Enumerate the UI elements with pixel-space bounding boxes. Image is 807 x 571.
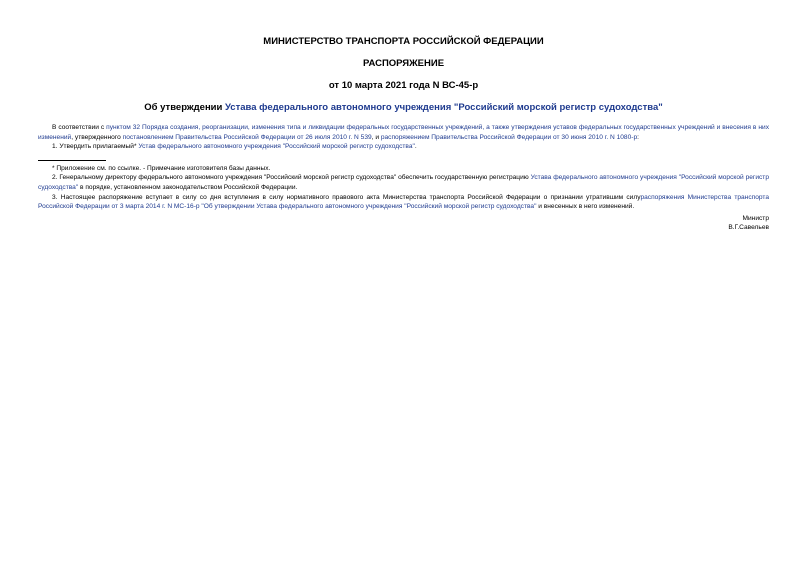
- item-1-text-1: 1. Утвердить прилагаемый*: [52, 143, 139, 151]
- item-3-paragraph: [38, 193, 769, 212]
- preamble-link-resolution[interactable]: постановлением Правительства Российской Федерации от 26 июля 2010 г. N 539: [122, 133, 372, 141]
- item-2-text-2: в порядке, установленном законодательством Российской Федерации.: [78, 183, 298, 191]
- preamble-link-order[interactable]: распоряжением Правительства Российской Федерации от 30 июня 2010 г. N 1080-р: [380, 133, 638, 141]
- item-2-charter-link[interactable]: Устава федерального автономного учреждения "Российский морской регистр судоходства": [38, 174, 769, 191]
- item-1-charter-link[interactable]: Устав федерального автономного учреждения "Российский морской регистр судоходства": [138, 143, 415, 151]
- item-2-paragraph: [38, 173, 769, 192]
- item-2-text-1: 2. Генеральному директору федерального автономного учреждения "Российский морской регистр судоходства" обеспечить государственную регистрацию: [52, 174, 531, 182]
- footnote-divider: [38, 160, 106, 161]
- subject-link[interactable]: Устава федерального автономного учреждения "Российский морской регистр судоходства": [225, 102, 663, 113]
- ministry-title: МИНИСТЕРСТВО ТРАНСПОРТА РОССИЙСКОЙ ФЕДЕРАЦИИ: [263, 36, 544, 47]
- preamble-link-procedure[interactable]: пунктом 32 Порядка создания, реорганизации, изменения типа и ликвидации федеральных государственных учреждений, а также утверждения уставов федеральных государственных учреждений и внесения в них изменений: [38, 124, 769, 141]
- preamble-text-3: , и: [371, 133, 381, 141]
- preamble-text-4: :: [637, 133, 639, 141]
- item-3-text-2: и внесенных в него изменений.: [536, 203, 635, 211]
- document-type: РАСПОРЯЖЕНИЕ: [362, 58, 445, 69]
- preamble-text-2: , утвержденного: [71, 133, 123, 141]
- item-1-paragraph: [38, 142, 769, 152]
- preamble-paragraph: [38, 123, 769, 142]
- subject-prefix: Об утверждении: [144, 102, 225, 113]
- footnote: * Приложение см. по ссылке. - Примечание изготовителя базы данных.: [52, 164, 271, 172]
- signature-position: Министр: [742, 214, 769, 222]
- item-3-order-link[interactable]: распоряжения Министерства транспорта Российской Федерации от 3 марта 2014 г. N МС-16-р "Об утверждении Устава федерального автономного учреждения "Российский морской регистр судоходства": [38, 193, 769, 211]
- item-3-text-1: 3. Настоящее распоряжение вступает в силу со дня вступления в силу нормативного правового акта Министерства транспорта Российской Федерации о признании утратившим силу: [52, 193, 641, 201]
- document-subject: [38, 102, 769, 114]
- signature-name: В.Г.Савельев: [728, 224, 769, 232]
- preamble-text-1: В соответствии с: [52, 124, 107, 131]
- document-date-number: от 10 марта 2021 года N ВС-45-р: [328, 80, 479, 91]
- item-1-text-2: .: [414, 143, 417, 151]
